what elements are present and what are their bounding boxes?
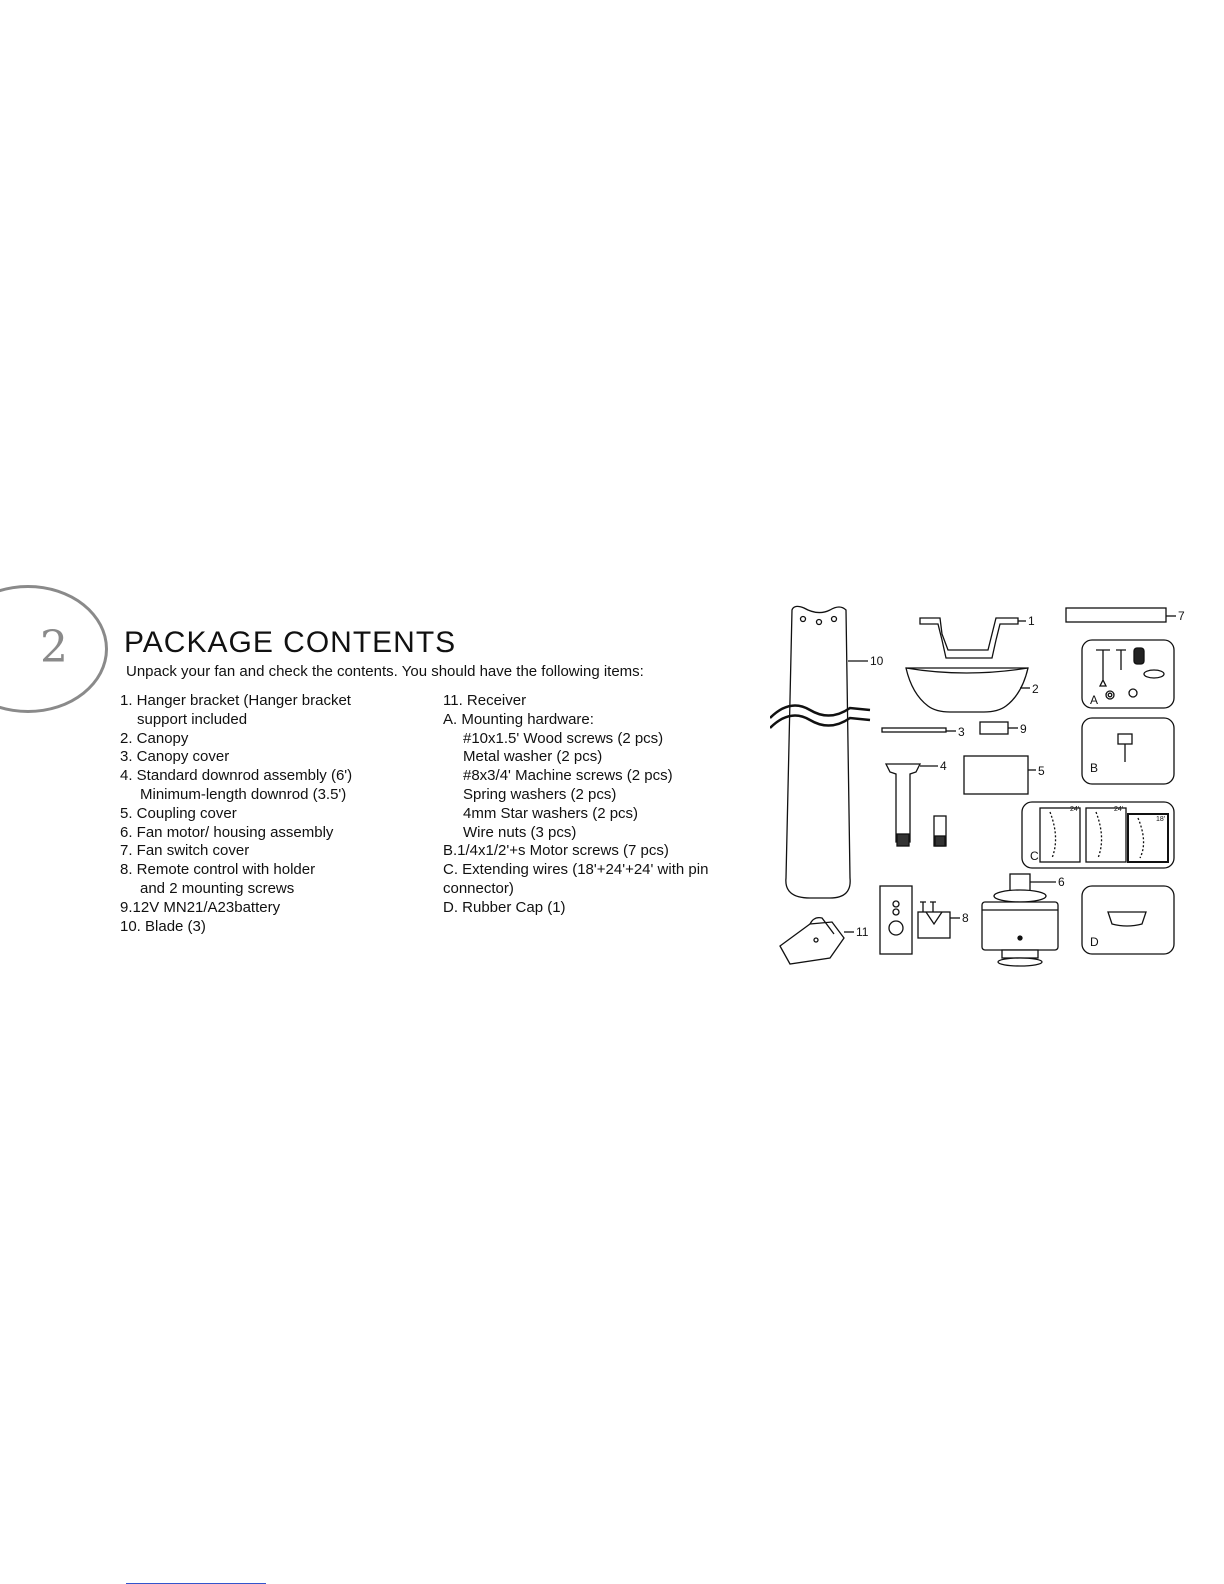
list-item: support included xyxy=(137,710,248,728)
callout-4: 4 xyxy=(940,759,947,773)
battery-illustration xyxy=(980,722,1018,734)
box-d-label: D xyxy=(1090,935,1099,949)
list-item: Metal washer (2 pcs) xyxy=(463,748,603,766)
items-list-right xyxy=(443,692,708,918)
callout-9: 9 xyxy=(1020,722,1027,736)
page-subtitle: Unpack your fan and check the contents. You should have the following items: xyxy=(126,663,644,680)
list-item: 5. Coupling cover xyxy=(120,804,237,822)
box-b-label: B xyxy=(1090,761,1099,775)
callout-2: 2 xyxy=(1032,682,1039,696)
list-item: 4. Standard downrod assembly (6') xyxy=(120,767,353,785)
list-item: #10x1.5' Wood screws (2 pcs) xyxy=(463,729,664,747)
callout-7: 7 xyxy=(1178,609,1185,623)
list-item: 4mm Star washers (2 pcs) xyxy=(463,804,639,822)
callout-10: 10 xyxy=(870,654,884,668)
list-item: D. Rubber Cap (1) xyxy=(443,898,566,916)
list-item: and 2 mounting screws xyxy=(140,879,295,897)
remote-control-illustration xyxy=(880,886,960,954)
fan-motor-illustration xyxy=(982,874,1058,966)
canopy-illustration xyxy=(906,668,1030,712)
canopy-cover-illustration xyxy=(882,728,956,732)
list-item: 6. Fan motor/ housing assembly xyxy=(120,823,334,841)
list-item: connector) xyxy=(443,879,514,897)
list-item: 8. Remote control with holder xyxy=(120,861,316,879)
package-contents-diagram xyxy=(770,598,1190,978)
callout-3: 3 xyxy=(958,725,965,739)
list-item: #8x3/4' Machine screws (2 pcs) xyxy=(463,767,673,785)
list-item: 7. Fan switch cover xyxy=(120,842,250,860)
list-item: 2. Canopy xyxy=(120,729,189,747)
box-c-label: C xyxy=(1030,849,1039,863)
wire-length-1: 24' xyxy=(1070,806,1080,813)
blade-illustration xyxy=(770,606,870,898)
switch-cover-illustration xyxy=(1066,608,1176,622)
callout-6: 6 xyxy=(1058,875,1065,889)
section-number: 2 xyxy=(40,622,68,673)
list-item: Minimum-length downrod (3.5') xyxy=(140,785,347,803)
coupling-cover-illustration xyxy=(964,756,1036,794)
list-item: A. Mounting hardware: xyxy=(443,710,594,728)
downrod-illustration xyxy=(886,764,946,846)
page-title: PACKAGE CONTENTS xyxy=(124,626,457,659)
items-list-left xyxy=(120,692,352,936)
wire-length-2: 24' xyxy=(1114,806,1124,813)
list-item: 3. Canopy cover xyxy=(120,748,230,766)
list-item: 9.12V MN21/A23battery xyxy=(120,898,281,916)
list-item: C. Extending wires (18'+24'+24' with pin xyxy=(443,861,709,879)
hardware-box-c xyxy=(1022,802,1174,868)
list-item: 1. Hanger bracket (Hanger bracket xyxy=(120,692,351,709)
receiver-illustration xyxy=(780,918,854,964)
callout-5: 5 xyxy=(1038,764,1045,778)
hanger-bracket-illustration xyxy=(920,618,1026,658)
wire-length-3: 18' xyxy=(1156,816,1166,823)
box-a-label: A xyxy=(1090,693,1099,707)
list-item: 11. Receiver xyxy=(443,692,527,709)
callout-1: 1 xyxy=(1028,614,1035,628)
list-item: Wire nuts (3 pcs) xyxy=(463,823,577,841)
callout-11: 11 xyxy=(856,925,869,939)
list-item: B.1/4x1/2'+s Motor screws (7 pcs) xyxy=(443,842,669,860)
list-item: Spring washers (2 pcs) xyxy=(463,785,617,803)
callout-8: 8 xyxy=(962,911,969,925)
list-item: 10. Blade (3) xyxy=(120,917,206,935)
